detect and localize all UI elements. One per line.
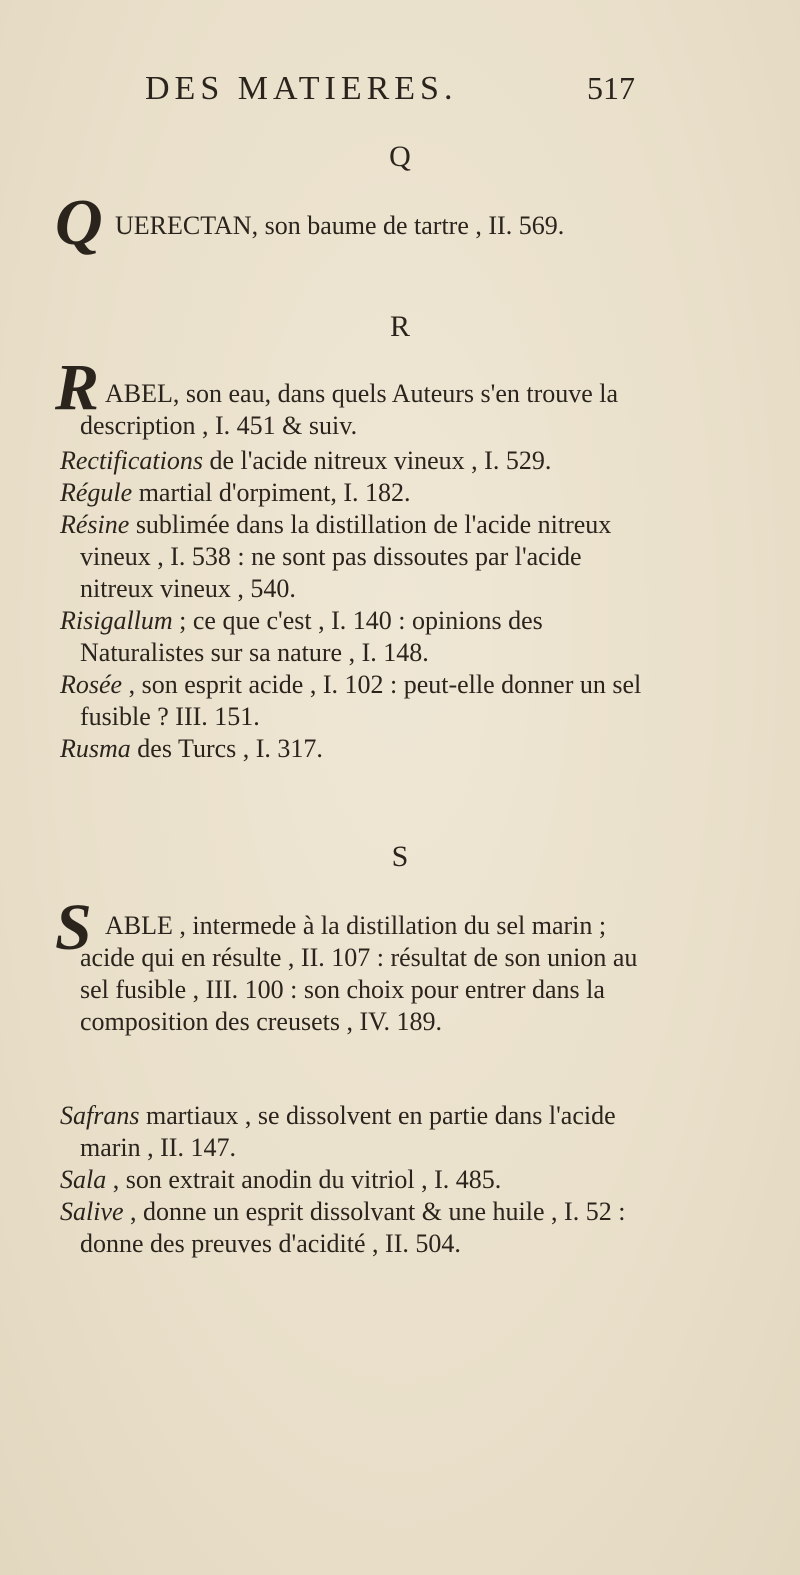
section-letter-r: R	[389, 310, 410, 343]
entry-rabel	[80, 378, 650, 442]
dropcap-q: Q	[55, 186, 103, 259]
running-header	[145, 70, 635, 114]
list-item: Safrans martiaux , se dissolvent en partie dans l'acide marin , II. 147.	[60, 1101, 616, 1162]
entry-text: , son baume de tartre , II. 569.	[251, 211, 565, 240]
list-item: Risigallum ; ce que c'est , I. 140 : opinions des Naturalistes sur sa nature , I. 148.	[60, 606, 543, 667]
page-number: 517	[587, 70, 635, 106]
list-item: Rusma des Turcs , I. 317.	[60, 734, 323, 763]
entry-head: ABLE	[105, 911, 173, 940]
entry-head: ABEL	[105, 379, 173, 408]
dropcap-r: R	[55, 351, 100, 424]
entry-head: UERECTAN	[115, 211, 252, 240]
entry-text: , son eau, dans quels Auteurs s'en trouve la description , I. 451 & suiv.	[80, 379, 619, 440]
header-title: DES MATIERES.	[145, 70, 458, 107]
list-item: Salive , donne un esprit dissolvant & une huile , I. 52 : donne des preuves d'acidité , II. 504.	[60, 1197, 626, 1258]
entry-quercetan	[75, 210, 655, 242]
section-letter-s: S	[391, 840, 409, 873]
entry-sable	[80, 910, 655, 1038]
entry-list-r	[60, 445, 660, 765]
list-item: Sala , son extrait anodin du vitriol , I. 485.	[60, 1165, 502, 1194]
list-item: Résine sublimée dans la distillation de l'acide nitreux vineux , I. 538 : ne sont pas dissoutes par l'acide nitreux vineux , 540.	[60, 510, 612, 603]
entry-text: , intermede à la distillation du sel marin ; acide qui en résulte , II. 107 : résultat de son union au sel fusible , III. 100 : son choix pour entrer dans la composition des creusets , IV. 189.	[80, 911, 638, 1036]
entry-list-s	[60, 1100, 660, 1260]
list-item: Rectifications de l'acide nitreux vineux , I. 529.	[60, 446, 552, 475]
list-item: Régule martial d'orpiment, I. 182.	[60, 478, 411, 507]
list-item: Rosée , son esprit acide , I. 102 : peut-elle donner un sel fusible ? III. 151.	[60, 670, 642, 731]
dropcap-s: S	[55, 891, 92, 964]
section-letter-q: Q	[389, 140, 411, 173]
